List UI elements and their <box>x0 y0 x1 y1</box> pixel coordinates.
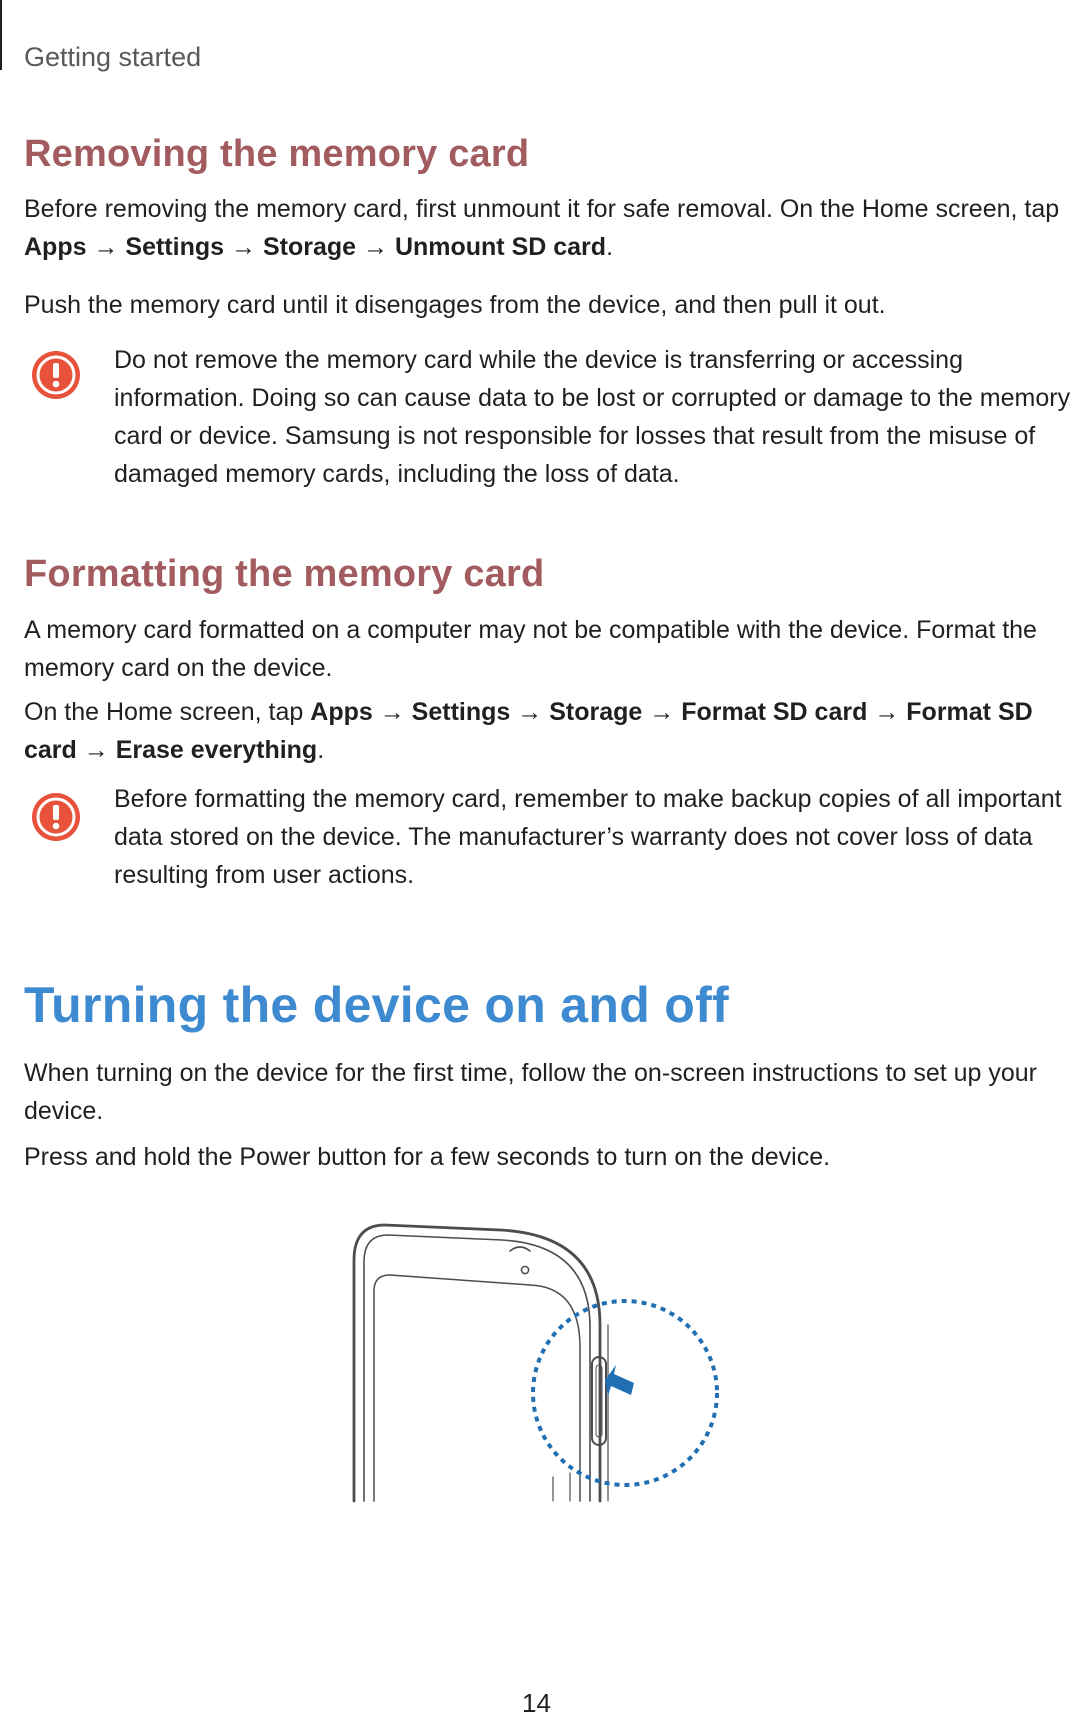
removing-caution-text: Do not remove the memory card while the device is transferring or accessing information. Doing so can cause data to be lost or corrupted or damage to the memory card or device. Samsung is not responsible for losses that result from the misuse of damaged memory cards, including the loss of data. <box>114 346 1071 488</box>
press-arrow-icon <box>605 1365 634 1396</box>
caution-icon <box>30 349 82 401</box>
page-number: 14 <box>522 1688 551 1718</box>
section-title-formatting: Formatting the memory card <box>24 553 545 595</box>
formatting-instruction: On the Home screen, tap Apps → Settings → Storage → Format SD card → Format SD card → Erase everything. <box>24 698 1033 764</box>
running-head: Getting started <box>24 42 202 72</box>
device-power-button-illustration <box>350 1215 730 1505</box>
caution-icon <box>30 791 82 843</box>
section-title-removing: Removing the memory card <box>24 133 530 175</box>
removing-instruction: Before removing the memory card, first unmount it for safe removal. On the Home screen, tap Apps → Settings → Storage → Unmount SD card. <box>24 195 1060 261</box>
formatting-compat-note: A memory card formatted on a computer may not be compatible with the device. Format the memory card on the device. <box>24 616 1037 682</box>
section-title-power: Turning the device on and off <box>24 977 729 1033</box>
power-press-instruction: Press and hold the Power button for a few seconds to turn on the device. <box>24 1143 831 1171</box>
power-first-time-note: When turning on the device for the first time, follow the on-screen instructions to set up your device. <box>24 1059 1038 1125</box>
removing-push-instruction: Push the memory card until it disengages from the device, and then pull it out. <box>24 291 886 319</box>
header-rule <box>0 0 2 70</box>
formatting-caution-text: Before formatting the memory card, remember to make backup copies of all important data stored on the device. The manufacturer’s warranty does not cover loss of data resulting from user actions. <box>114 785 1062 889</box>
